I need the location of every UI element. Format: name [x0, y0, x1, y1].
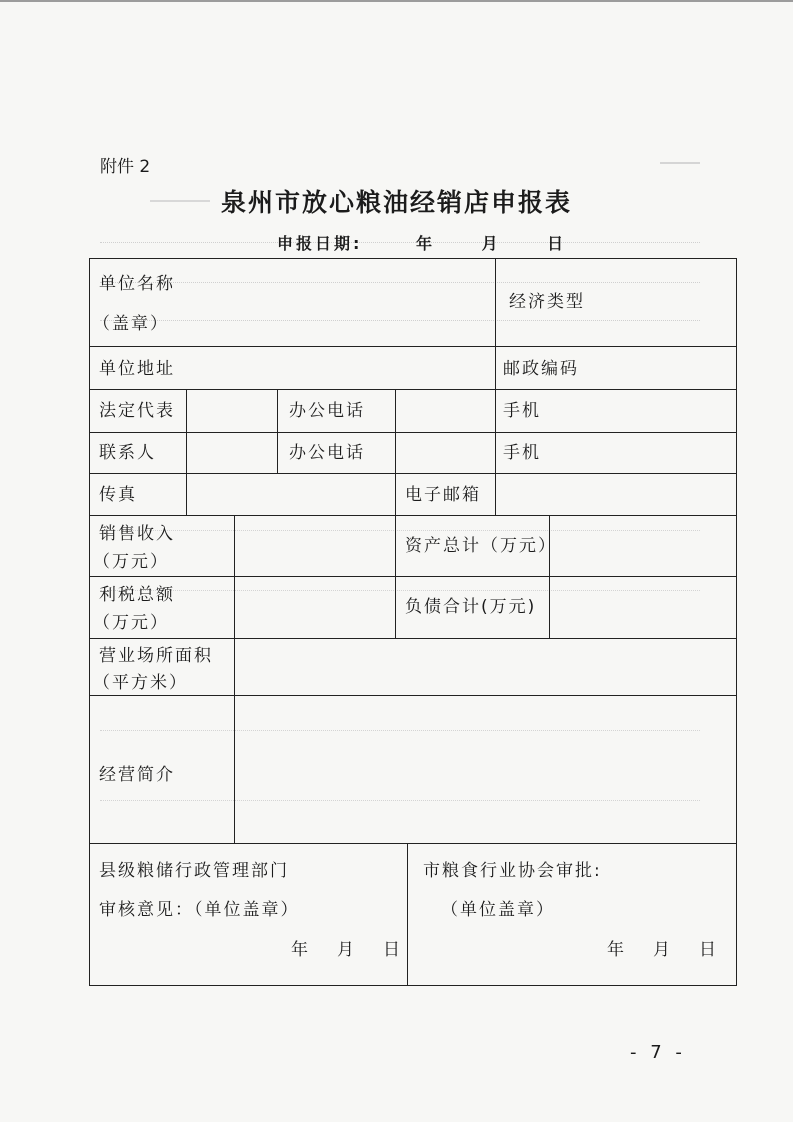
date-month-label: 月 — [481, 234, 498, 253]
col-line — [495, 389, 496, 473]
county-approval-line1: 县级粮储行政管理部门 — [99, 861, 289, 881]
total-liabilities-label: 负债合计(万元) — [405, 597, 537, 617]
economic-type-label: 经济类型 — [509, 292, 585, 312]
fax-label: 传真 — [99, 485, 137, 505]
address-label: 单位地址 — [99, 359, 175, 379]
table-border-right — [736, 258, 737, 986]
city-approval-line1: 市粮食行业协会审批: — [423, 861, 602, 881]
business-area-label: 营业场所面积 — [99, 646, 213, 666]
col-line — [407, 843, 408, 986]
date-year-label: 年 — [415, 234, 432, 253]
col-line — [395, 515, 396, 638]
sales-income-label: 销售收入 — [99, 524, 175, 544]
page-number: - 7 - — [630, 1042, 686, 1063]
declaration-date-label: 申报日期: — [277, 234, 363, 253]
office-phone-label: 办公电话 — [289, 401, 365, 421]
profit-tax-label: 利税总额 — [99, 585, 175, 605]
table-border-bottom — [89, 985, 737, 986]
email-label: 电子邮箱 — [405, 485, 481, 505]
attachment-label: 附件 2 — [100, 157, 151, 177]
contact-label: 联系人 — [99, 443, 156, 463]
mobile-label: 手机 — [503, 443, 541, 463]
unit-seal-label: （盖章） — [93, 314, 169, 334]
col-line — [495, 258, 496, 346]
total-assets-label: 资产总计（万元） — [405, 536, 557, 556]
table-border-top — [89, 258, 737, 259]
col-line — [186, 473, 187, 515]
declaration-date-line — [277, 231, 563, 254]
county-approval-date: 年 月 日 — [291, 940, 406, 960]
col-line — [395, 473, 396, 515]
form-title: 泉州市放心粮油经销店申报表 — [220, 188, 572, 217]
sales-income-unit: （万元） — [93, 552, 169, 572]
city-approval-line2: （单位盖章） — [441, 900, 555, 920]
city-approval-date: 年 月 日 — [607, 940, 722, 960]
col-line — [395, 389, 396, 473]
legal-rep-label: 法定代表 — [99, 401, 175, 421]
col-line — [495, 346, 496, 389]
unit-name-label: 单位名称 — [99, 274, 175, 294]
row-line — [89, 346, 737, 347]
date-day-label: 日 — [547, 234, 564, 253]
county-approval-line2: 审核意见：（单位盖章） — [99, 900, 300, 920]
row-line — [89, 515, 737, 516]
business-profile-label: 经营简介 — [99, 765, 175, 785]
mobile-label: 手机 — [503, 401, 541, 421]
application-form-table — [89, 258, 737, 986]
row-line — [89, 576, 737, 577]
col-line — [495, 473, 496, 515]
col-line — [234, 515, 235, 843]
postal-code-label: 邮政编码 — [503, 359, 579, 379]
profit-tax-unit: （万元） — [93, 613, 169, 633]
business-area-unit: （平方米） — [93, 673, 188, 693]
col-line — [186, 389, 187, 473]
table-border-left — [89, 258, 90, 986]
office-phone-label: 办公电话 — [289, 443, 365, 463]
col-line — [277, 389, 278, 473]
row-line — [89, 843, 737, 844]
